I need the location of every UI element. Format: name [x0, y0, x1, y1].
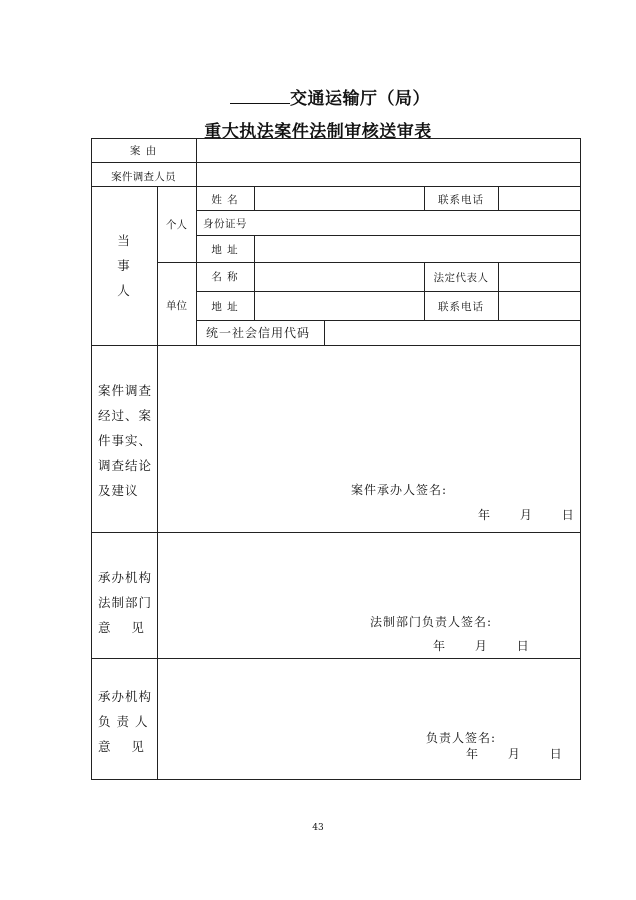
handler-date: 年 月 日 — [478, 508, 575, 522]
investigators-label: 案件调查人员 — [111, 171, 176, 183]
legal-dept-signature-label: 法制部门负责人签名: — [370, 615, 493, 629]
head-date: 年 月 日 — [466, 747, 563, 761]
unit-name-label: 名 称 — [211, 271, 239, 283]
case-reason-field[interactable] — [197, 139, 580, 162]
head-label-line: 意 见 — [98, 739, 145, 754]
unit-address-label: 地 址 — [211, 301, 239, 313]
name-label: 姓 名 — [211, 194, 239, 206]
col-line — [196, 186, 197, 345]
head-label-line: 负 责 人 — [98, 714, 149, 729]
title-blank-line — [230, 103, 290, 104]
col-line — [157, 186, 158, 345]
legal-dept-label — [98, 565, 152, 640]
legal-dept-label-line: 意 见 — [98, 620, 145, 635]
party-label — [91, 228, 157, 303]
head-label-line: 承办机构 — [98, 689, 153, 704]
party-label-char: 人 — [117, 283, 131, 298]
case-reason-label: 案 由 — [129, 145, 158, 157]
unit-phone-field[interactable] — [499, 292, 580, 320]
unit-label: 单位 — [166, 300, 187, 312]
legal-dept-label-line: 法制部门 — [98, 595, 153, 610]
investigation-label-line: 件事实、 — [98, 433, 153, 448]
investigation-label-line: 调查结论 — [98, 458, 153, 473]
investigation-label — [98, 378, 152, 503]
party-label-char: 事 — [117, 258, 131, 273]
form-title: 重大执法案件法制审核送审表 — [204, 122, 432, 142]
phone-label: 联系电话 — [438, 194, 484, 206]
phone-field[interactable] — [499, 187, 580, 210]
handler-signature-label: 案件承办人签名: — [351, 483, 448, 497]
address-field[interactable] — [255, 236, 580, 262]
legal-dept-date: 年 月 日 — [433, 639, 530, 653]
unit-name-field[interactable] — [255, 263, 423, 291]
unit-phone-label: 联系电话 — [438, 301, 484, 313]
investigation-label-line: 案件调查 — [98, 383, 153, 398]
page-number: 43 — [312, 823, 324, 833]
legal-rep-field[interactable] — [499, 263, 580, 291]
id-number-label: 身份证号 — [203, 218, 247, 230]
credit-code-label: 统一社会信用代码 — [206, 326, 311, 340]
investigators-field[interactable] — [197, 163, 580, 186]
legal-dept-label-line: 承办机构 — [98, 570, 153, 585]
page-title: 交通运输厅（局） — [290, 89, 430, 109]
individual-label: 个人 — [166, 219, 187, 231]
unit-address-field[interactable] — [255, 292, 423, 320]
address-label: 地 址 — [211, 244, 239, 256]
id-number-field[interactable] — [258, 211, 580, 235]
credit-code-field[interactable] — [325, 321, 580, 345]
investigation-label-line: 经过、案 — [98, 408, 153, 423]
legal-rep-label: 法定代表人 — [433, 272, 489, 284]
head-signature-label: 负责人签名: — [426, 731, 497, 745]
investigation-field[interactable] — [158, 346, 580, 532]
head-label — [98, 684, 152, 759]
name-field[interactable] — [255, 187, 423, 210]
party-label-char: 当 — [117, 233, 131, 248]
investigation-label-line: 及建议 — [98, 483, 139, 498]
